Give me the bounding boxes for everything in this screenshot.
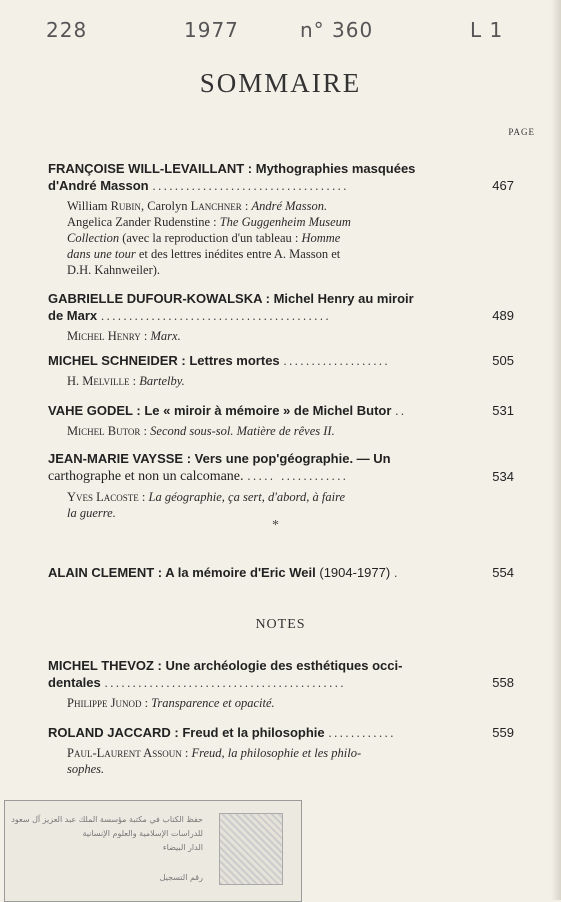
handwritten-issue: n° 360 <box>300 18 374 42</box>
toc-note <box>48 657 514 711</box>
dot-leader: . <box>393 565 400 580</box>
dot-leader: ......................................... <box>100 308 331 323</box>
entry-author: VAHE GODEL : <box>48 403 141 418</box>
review-text: William <box>67 199 108 213</box>
entry-page: 505 <box>492 353 514 368</box>
review-title: Collection <box>67 231 120 245</box>
handwritten-number: 228 <box>46 18 88 42</box>
review-title: The Guggenheim Museum <box>219 215 351 229</box>
handwritten-code: L 1 <box>470 18 504 42</box>
review-name: H. Melville : <box>67 374 137 388</box>
toc-entry <box>48 160 514 278</box>
review-title: André Masson. <box>251 199 328 213</box>
review-name: Philippe Junod : <box>67 696 149 710</box>
review-title: La géographie, ça sert, d'abord, à faire <box>148 490 346 504</box>
review-title: Homme <box>301 231 341 245</box>
entry-title-cont: carthographe et non un calcomane. <box>48 469 244 484</box>
library-stamp <box>4 800 302 902</box>
review-name: Michel Henry : <box>67 329 148 343</box>
entry-page: 534 <box>492 469 514 484</box>
entry-page: 554 <box>492 565 514 580</box>
entry-page: 467 <box>492 178 514 193</box>
entry-title-cont: dentales <box>48 675 101 690</box>
dot-leader: ................................... <box>152 178 349 193</box>
entry-author: MICHEL THEVOZ : <box>48 658 162 673</box>
entry-heading <box>48 402 514 419</box>
entry-title: Vers une pop'géographie. — Un <box>194 451 391 466</box>
entry-review <box>48 198 514 278</box>
entry-heading <box>48 290 514 324</box>
entry-heading <box>48 564 514 581</box>
toc-entry <box>48 290 514 344</box>
notes-heading: NOTES <box>255 617 306 632</box>
review-name: Lanchner <box>190 199 242 213</box>
review-title: Bartelby. <box>139 374 185 388</box>
page-column-label: PAGE <box>508 127 535 137</box>
review-title: dans une tour <box>67 247 136 261</box>
review-text: : <box>241 199 249 213</box>
toc-entry <box>48 402 514 439</box>
review-text: (avec la reproduction d'un tableau : <box>122 231 299 245</box>
entry-title: Une archéologie des esthétiques occi- <box>165 658 403 673</box>
dot-leader: ................... <box>283 353 390 368</box>
entry-heading <box>48 657 514 691</box>
entry-review <box>48 745 514 777</box>
dot-leader: .. <box>395 403 407 418</box>
stamp-line: حفظ الكتاب في مكتبة مؤسسة الملك عبد العزيز آل سعود <box>11 815 203 824</box>
review-name: Yves Lacoste : <box>67 490 146 504</box>
toc-entry <box>48 564 514 581</box>
entry-author: ROLAND JACCARD : <box>48 725 179 740</box>
asterism: * <box>272 518 279 533</box>
review-title: Second sous-sol. Matière de rêves II. <box>150 424 335 438</box>
entry-review <box>48 423 514 439</box>
entry-title-cont: d'André Masson <box>48 178 149 193</box>
review-name: Angelica Zander Rudenstine : <box>67 215 217 229</box>
dot-leader: ............ <box>328 725 396 740</box>
page-title: SOMMAIRE <box>199 68 362 98</box>
entry-review <box>48 489 514 521</box>
entry-heading <box>48 352 514 369</box>
review-text: , Carolyn <box>140 199 188 213</box>
review-title: Freud, la philosophie et les philo- <box>191 746 362 760</box>
review-name: Paul-Laurent Assoun : <box>67 746 189 760</box>
review-name: Rubin <box>110 199 141 213</box>
entry-author: MICHEL SCHNEIDER : <box>48 353 186 368</box>
entry-page: 531 <box>492 403 514 418</box>
entry-title: Michel Henry au miroir <box>273 291 414 306</box>
dot-leader: ........................................... <box>104 675 346 690</box>
entry-heading <box>48 450 514 485</box>
entry-title: Freud et la philosophie <box>182 725 325 740</box>
toc-entry <box>48 450 514 521</box>
toc-entry <box>48 352 514 389</box>
entry-author: FRANÇOISE WILL-LEVAILLANT : <box>48 161 253 176</box>
review-text: D.H. Kahnweiler). <box>67 263 161 277</box>
entry-review <box>48 695 514 711</box>
entry-heading <box>48 160 514 194</box>
entry-author: GABRIELLE DUFOUR-KOWALSKA : <box>48 291 270 306</box>
entry-title: Le « miroir à mémoire » de Michel Butor <box>144 403 392 418</box>
entry-title: Mythographies masquées <box>255 161 416 176</box>
review-name: Michel Butor : <box>67 424 148 438</box>
stamp-emblem <box>219 813 283 885</box>
review-text: et des lettres inédites entre A. Masson et <box>138 247 341 261</box>
entry-review <box>48 373 514 389</box>
handwritten-year: 1977 <box>184 18 239 42</box>
stamp-line: رقم التسجيل <box>159 873 203 882</box>
entry-title: A la mémoire d'Eric Weil <box>165 565 316 580</box>
review-title: sophes. <box>67 762 105 776</box>
stamp-line: للدراسات الإسلامية والعلوم الإنسانية <box>82 829 203 838</box>
toc-note <box>48 724 514 777</box>
page-edge <box>551 0 561 900</box>
entry-page: 559 <box>492 725 514 740</box>
entry-title-dates: (1904-1977) <box>319 565 391 580</box>
review-title: Marx. <box>150 329 181 343</box>
stamp-line: الدار البيضاء <box>162 843 203 852</box>
dot-leader: ..... ............ <box>247 468 349 483</box>
entry-title-cont: de Marx <box>48 308 98 323</box>
entry-author: ALAIN CLEMENT : <box>48 565 163 580</box>
entry-title: Lettres mortes <box>189 353 280 368</box>
entry-page: 558 <box>492 675 514 690</box>
review-title: la guerre. <box>67 506 116 520</box>
entry-heading <box>48 724 514 741</box>
entry-review <box>48 328 514 344</box>
review-title: Transparence et opacité. <box>151 696 275 710</box>
entry-page: 489 <box>492 308 514 323</box>
entry-author: JEAN-MARIE VAYSSE : <box>48 451 192 466</box>
